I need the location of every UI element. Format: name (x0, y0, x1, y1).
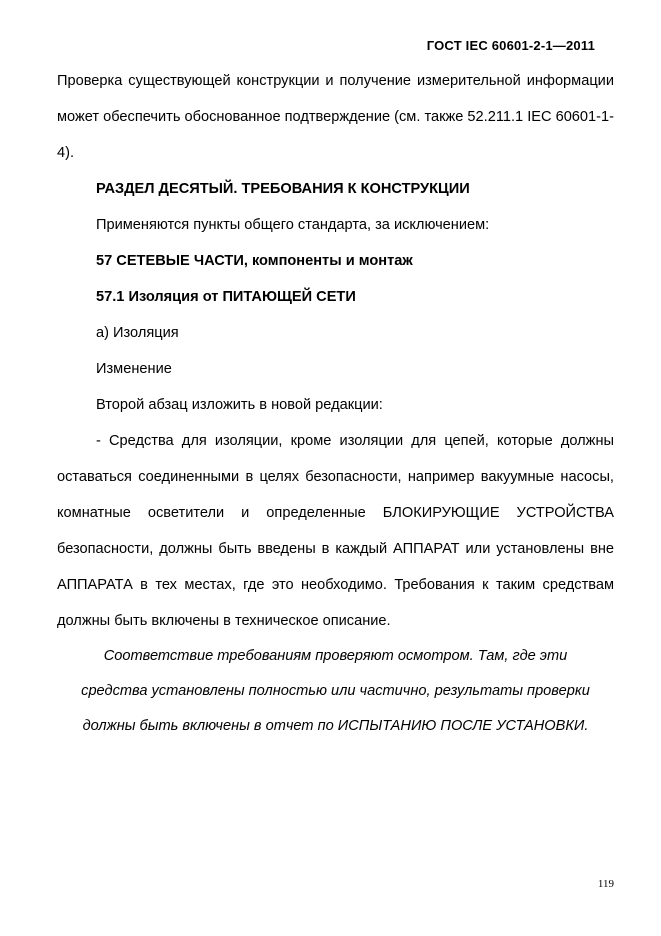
document-body (57, 63, 614, 744)
compliance-block (57, 639, 614, 744)
change-label: Изменение (96, 361, 172, 377)
requirement-paragraph: - Средства для изоляции, кроме изоляции для цепей, которые должны оставаться соединенными в целях безопасности, например вакуумные насосы, комнатные осветители и определенные БЛОКИРУЮЩИЕ УСТРОЙСТВА безопасности, должны быть введены в каждый АППАРАТ или установлены вне АППАРАТА в тех местах, где это необходимо. Требования к таким средствам должны быть включены в техническое описание. (57, 433, 614, 629)
compliance-line-3: должны быть включены в отчет по ИСПЫТАНИЮ ПОСЛЕ УСТАНОВКИ. (82, 718, 589, 734)
section-heading: РАЗДЕЛ ДЕСЯТЫЙ. ТРЕБОВАНИЯ К КОНСТРУКЦИИ (96, 181, 470, 197)
item-a-label: а) Изоляция (96, 325, 179, 341)
page-number: 119 (597, 878, 614, 890)
section-applies-text: Применяются пункты общего стандарта, за исключением: (96, 217, 490, 233)
intro-paragraph: Проверка существующей конструкции и получение измерительной информации может обеспечить обоснованное подтверждение (см. также 52.211.1 IEC 60601-1-4). (57, 73, 614, 161)
clause-57-heading: 57 СЕТЕВЫЕ ЧАСТИ, компоненты и монтаж (96, 253, 413, 269)
compliance-line-2: средства установлены полностью или частично, результаты проверки (81, 683, 590, 699)
instruction-paragraph: Второй абзац изложить в новой редакции: (96, 397, 383, 413)
clause-57-1-heading: 57.1 Изоляция от ПИТАЮЩЕЙ СЕТИ (96, 289, 356, 305)
compliance-line-1: Соответствие требованиям проверяют осмотром. Там, где эти (103, 648, 568, 664)
document-header: ГОСТ IEC 60601-2-1—2011 (426, 38, 595, 53)
